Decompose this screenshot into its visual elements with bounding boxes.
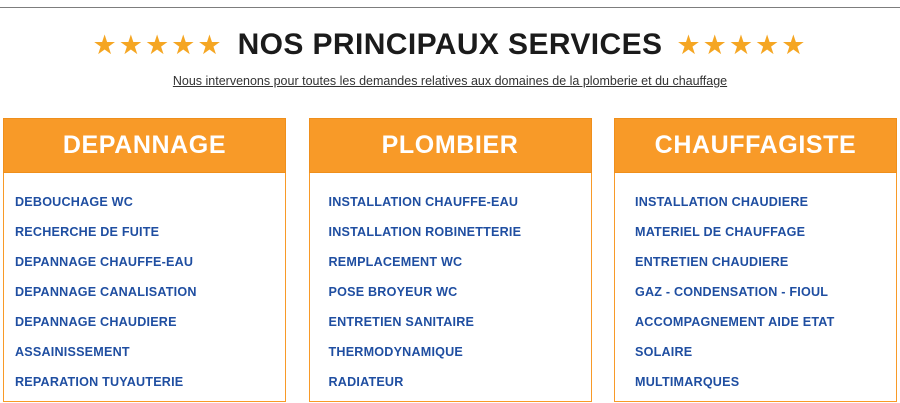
list-item[interactable]: DEBOUCHAGE WC <box>15 195 134 209</box>
list-item[interactable]: REPARATION TUYAUTERIE <box>15 375 184 389</box>
service-card-depannage <box>3 118 286 402</box>
service-list-plombier <box>310 187 591 397</box>
list-item[interactable]: INSTALLATION CHAUDIERE <box>635 195 809 209</box>
list-item[interactable]: ENTRETIEN SANITAIRE <box>328 315 475 329</box>
card-header-chauffagiste <box>614 118 897 173</box>
card-title-plombier: PLOMBIER <box>381 131 519 159</box>
top-divider <box>0 7 900 8</box>
list-item[interactable]: SOLAIRE <box>635 345 693 359</box>
service-list-chauffagiste <box>615 187 896 397</box>
list-item[interactable]: ENTRETIEN CHAUDIERE <box>635 255 789 269</box>
card-header-plombier <box>309 118 592 173</box>
list-item[interactable]: THERMODYNAMIQUE <box>328 345 464 359</box>
stars-left-icon: ★★★★★ <box>92 29 224 60</box>
list-item[interactable]: ASSAINISSEMENT <box>15 345 130 359</box>
page-header <box>0 28 900 88</box>
card-body-depannage <box>3 173 286 402</box>
list-item[interactable]: INSTALLATION CHAUFFE-EAU <box>328 195 519 209</box>
service-card-plombier <box>309 118 592 402</box>
list-item[interactable]: RECHERCHE DE FUITE <box>15 225 160 239</box>
page-subtitle: Nous intervenons pour toutes les demandes relatives aux domaines de la plomberie et du chauffage <box>172 74 728 88</box>
list-item[interactable]: GAZ - CONDENSATION - FIOUL <box>635 285 829 299</box>
list-item[interactable]: DEPANNAGE CHAUDIERE <box>15 315 177 329</box>
list-item[interactable]: MATERIEL DE CHAUFFAGE <box>635 225 806 239</box>
list-item[interactable]: INSTALLATION ROBINETTERIE <box>328 225 522 239</box>
list-item[interactable]: REMPLACEMENT WC <box>328 255 463 269</box>
stars-right-icon: ★★★★★ <box>676 29 808 60</box>
list-item[interactable]: POSE BROYEUR WC <box>328 285 458 299</box>
card-title-chauffagiste: CHAUFFAGISTE <box>654 131 857 159</box>
service-card-chauffagiste <box>614 118 897 402</box>
page-title: NOS PRINCIPAUX SERVICES <box>237 28 663 61</box>
card-header-depannage <box>3 118 286 173</box>
services-columns <box>0 118 900 402</box>
list-item[interactable]: RADIATEUR <box>328 375 404 389</box>
list-item[interactable]: DEPANNAGE CANALISATION <box>15 285 197 299</box>
list-item[interactable]: DEPANNAGE CHAUFFE-EAU <box>15 255 194 269</box>
list-item[interactable]: ACCOMPAGNEMENT AIDE ETAT <box>635 315 835 329</box>
card-title-depannage: DEPANNAGE <box>62 131 227 159</box>
service-list-depannage <box>4 187 285 397</box>
list-item[interactable]: MULTIMARQUES <box>635 375 740 389</box>
title-row <box>0 28 900 62</box>
card-body-chauffagiste <box>614 173 897 402</box>
card-body-plombier <box>309 173 592 402</box>
